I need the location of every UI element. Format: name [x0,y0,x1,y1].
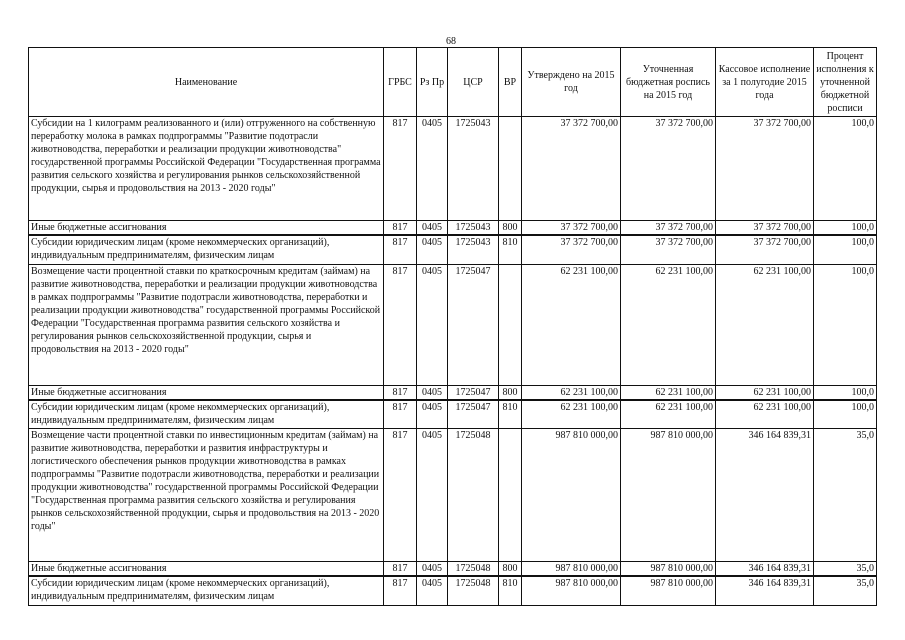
row-refined: 987 810 000,00 [621,429,716,562]
row-percent: 100,0 [814,117,877,221]
row-grbs: 817 [384,385,417,400]
table-row [29,576,877,605]
row-name: Иные бюджетные ассигнования [29,562,384,577]
row-grbs: 817 [384,429,417,562]
row-executed: 37 372 700,00 [716,221,814,236]
table-row [29,429,877,562]
table-row [29,221,877,236]
row-csr: 1725047 [448,264,499,385]
row-percent: 100,0 [814,385,877,400]
row-executed: 62 231 100,00 [716,264,814,385]
page-number: 68 [446,36,456,47]
table-row [29,562,877,577]
row-percent: 35,0 [814,576,877,605]
row-vr [499,117,522,221]
row-approved: 37 372 700,00 [522,235,621,264]
row-rzpr: 0405 [417,264,448,385]
row-csr: 1725048 [448,562,499,577]
row-refined: 37 372 700,00 [621,117,716,221]
row-vr: 800 [499,385,522,400]
row-grbs: 817 [384,235,417,264]
table-row [29,385,877,400]
table-header-row [29,48,877,117]
table-row [29,117,877,221]
row-grbs: 817 [384,400,417,429]
row-approved: 987 810 000,00 [522,576,621,605]
row-grbs: 817 [384,221,417,236]
row-grbs: 817 [384,576,417,605]
row-refined: 62 231 100,00 [621,400,716,429]
row-refined: 37 372 700,00 [621,235,716,264]
table-row [29,235,877,264]
row-percent: 35,0 [814,562,877,577]
row-approved: 987 810 000,00 [522,562,621,577]
row-approved: 37 372 700,00 [522,221,621,236]
row-grbs: 817 [384,562,417,577]
row-approved: 37 372 700,00 [522,117,621,221]
row-refined: 987 810 000,00 [621,562,716,577]
header-rzpr: Рз Пр [417,48,448,117]
row-percent: 100,0 [814,221,877,236]
header-approved: Утверждено на 2015 год [522,48,621,117]
row-csr: 1725047 [448,400,499,429]
row-refined: 987 810 000,00 [621,576,716,605]
row-vr: 800 [499,221,522,236]
row-vr: 810 [499,235,522,264]
row-vr [499,429,522,562]
row-vr [499,264,522,385]
row-approved: 62 231 100,00 [522,264,621,385]
row-refined: 62 231 100,00 [621,385,716,400]
row-rzpr: 0405 [417,117,448,221]
row-executed: 62 231 100,00 [716,385,814,400]
header-csr: ЦСР [448,48,499,117]
row-name: Субсидии на 1 килограмм реализованного и (или) отгруженного на собственную переработку молока в рамках подпрограммы "Развитие подотрасли животноводства, переработки и реализации продукции животноводства" государственной программы Российской Федерации "Государственная программа развития сельского хозяйства и регулирования рынков сельскохозяйственной продукции, сырья и продовольствия на 2013 - 2020 годы" [29,117,384,221]
row-approved: 987 810 000,00 [522,429,621,562]
row-refined: 37 372 700,00 [621,221,716,236]
row-grbs: 817 [384,264,417,385]
row-refined: 62 231 100,00 [621,264,716,385]
row-name: Субсидии юридическим лицам (кроме некоммерческих организаций), индивидуальным предпринимателям, физическим лицам [29,400,384,429]
row-executed: 346 164 839,31 [716,576,814,605]
row-percent: 100,0 [814,235,877,264]
row-approved: 62 231 100,00 [522,400,621,429]
row-vr: 810 [499,576,522,605]
header-executed: Кассовое исполнение за 1 полугодие 2015 года [716,48,814,117]
row-rzpr: 0405 [417,576,448,605]
header-refined: Уточненная бюджетная роспись на 2015 год [621,48,716,117]
row-rzpr: 0405 [417,400,448,429]
row-rzpr: 0405 [417,221,448,236]
budget-table [28,47,877,606]
table-row [29,264,877,385]
row-name: Возмещение части процентной ставки по инвестиционным кредитам (займам) на развитие животноводства, переработки и развития инфраструктуры и логистического обеспечения рынков продукции животноводства в рамках подпрограммы "Развитие подотрасли животноводства, переработки и реализации продукции животноводства" государственной программы Российской Федерации "Государственная программа развития сельского хозяйства и регулирования рынков сельскохозяйственной продукции, сырья и продовольствия на 2013 - 2020 годы" [29,429,384,562]
header-vr: ВР [499,48,522,117]
row-rzpr: 0405 [417,429,448,562]
row-vr: 800 [499,562,522,577]
row-rzpr: 0405 [417,235,448,264]
row-executed: 37 372 700,00 [716,117,814,221]
row-name: Субсидии юридическим лицам (кроме некоммерческих организаций), индивидуальным предпринимателям, физическим лицам [29,235,384,264]
row-name: Возмещение части процентной ставки по краткосрочным кредитам (займам) на развитие животноводства, переработки и реализации продукции животноводства в рамках подпрограммы "Развитие подотрасли животноводства, переработки и реализации продукции животноводства" государственной программы Российской Федерации "Государственная программа развития сельского хозяйства и регулирования рынков сельскохозяйственной продукции, сырья и продовольствия на 2013 - 2020 годы" [29,264,384,385]
row-csr: 1725048 [448,576,499,605]
row-percent: 100,0 [814,400,877,429]
row-csr: 1725043 [448,221,499,236]
row-csr: 1725043 [448,235,499,264]
header-percent: Процент исполнения к уточненной бюджетной росписи [814,48,877,117]
row-percent: 35,0 [814,429,877,562]
row-grbs: 817 [384,117,417,221]
row-executed: 37 372 700,00 [716,235,814,264]
row-name: Иные бюджетные ассигнования [29,221,384,236]
row-csr: 1725047 [448,385,499,400]
row-csr: 1725048 [448,429,499,562]
row-csr: 1725043 [448,117,499,221]
row-vr: 810 [499,400,522,429]
row-rzpr: 0405 [417,562,448,577]
row-executed: 346 164 839,31 [716,562,814,577]
row-executed: 346 164 839,31 [716,429,814,562]
row-percent: 100,0 [814,264,877,385]
table-row [29,400,877,429]
row-rzpr: 0405 [417,385,448,400]
header-name: Наименование [29,48,384,117]
row-name: Иные бюджетные ассигнования [29,385,384,400]
row-approved: 62 231 100,00 [522,385,621,400]
row-name: Субсидии юридическим лицам (кроме некоммерческих организаций), индивидуальным предпринимателям, физическим лицам [29,576,384,605]
row-executed: 62 231 100,00 [716,400,814,429]
header-grbs: ГРБС [384,48,417,117]
